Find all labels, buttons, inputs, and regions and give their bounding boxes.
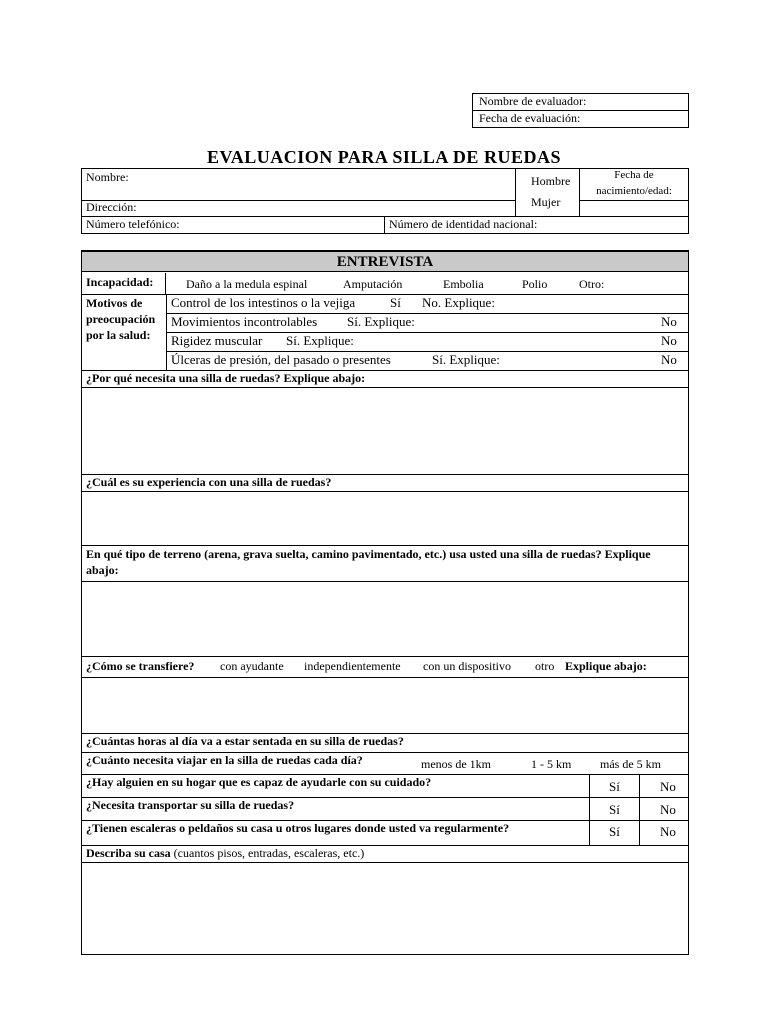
distance-option-under1[interactable]: menos de 1km: [421, 757, 491, 771]
health-label-line2: preocupación: [86, 312, 156, 326]
distance-option-1to5[interactable]: 1 - 5 km: [531, 757, 572, 771]
question-home-bold: Describa su casa: [86, 846, 171, 860]
transfer-option-helper[interactable]: con ayudante: [220, 659, 284, 673]
question-experience: ¿Cuál es su experiencia con una silla de ruedas?: [86, 475, 332, 489]
birth-field-divider: [579, 200, 689, 201]
health-row4-no[interactable]: No: [661, 352, 677, 367]
birth-label-line1: Fecha de: [614, 169, 654, 181]
birth-label-line2: nacimiento/edad:: [596, 185, 672, 197]
terrain-answer-area[interactable]: [82, 582, 688, 656]
disability-option-stroke[interactable]: Embolia: [443, 277, 484, 291]
health-row2-no[interactable]: No: [661, 314, 677, 329]
question-hours: ¿Cuántas horas al día va a estar sentada en su silla de ruedas?: [86, 734, 404, 748]
distance-option-over5[interactable]: más de 5 km: [600, 757, 661, 771]
name-address-divider: [81, 200, 515, 201]
health-row2-yes[interactable]: Sí. Explique:: [347, 314, 415, 329]
transfer-option-other[interactable]: otro: [535, 659, 555, 673]
transfer-answer-area[interactable]: [82, 678, 688, 733]
health-row4-yes[interactable]: Sí. Explique:: [432, 352, 500, 367]
health-label-line1: Motivos de: [86, 296, 143, 310]
transfer-explain-label: Explique abajo:: [565, 659, 647, 673]
health-row2-text: Movimientos incontrolables: [171, 314, 318, 329]
disability-option-amputation[interactable]: Amputación: [343, 277, 403, 291]
question-terrain-line2: abajo:: [86, 563, 119, 577]
phone-id-divider: [384, 216, 385, 234]
question-distance: ¿Cuánto necesita viajar en la silla de ruedas cada día?: [86, 753, 363, 767]
health-row1-text: Control de los intestinos o la vejiga: [171, 295, 356, 310]
experience-answer-area[interactable]: [82, 492, 688, 544]
health-row3-no[interactable]: No: [661, 333, 677, 348]
health-label-line3: por la salud:: [86, 328, 151, 342]
transfer-option-device[interactable]: con un dispositivo: [423, 659, 512, 673]
health-row1-yes[interactable]: Sí: [390, 295, 401, 310]
question-home: [86, 847, 364, 861]
disability-option-polio[interactable]: Polio: [522, 277, 548, 291]
name-label: Nombre:: [86, 170, 129, 184]
question-terrain-line1: En qué tipo de terreno (arena, grava suelta, camino pavimentado, etc.) usa usted una silla de ruedas? Explique: [86, 547, 651, 561]
transfer-option-independent[interactable]: independientemente: [304, 659, 401, 673]
male-option[interactable]: Hombre: [531, 174, 571, 188]
evaluation-date-label: Fecha de evaluación:: [479, 111, 581, 125]
disability-option-other[interactable]: Otro:: [579, 277, 605, 291]
female-option[interactable]: Mujer: [531, 195, 561, 209]
question-transfer: ¿Cómo se transfiere?: [86, 659, 195, 673]
disability-label: Incapacidad:: [86, 275, 154, 289]
caregiver-yes[interactable]: Sí: [609, 779, 620, 794]
caregiver-no[interactable]: No: [660, 779, 676, 794]
terrain-bottom: [81, 656, 689, 657]
stairs-no[interactable]: No: [660, 824, 676, 839]
page-title: EVALUACION PARA SILLA DE RUEDAS: [207, 147, 561, 167]
health-row3-text: Rigidez muscular: [171, 333, 263, 348]
yesno-divider-mid: [639, 774, 640, 845]
transport-no[interactable]: No: [660, 802, 676, 817]
question-caregiver: ¿Hay alguien en su hogar que es capaz de ayudarle con su cuidado?: [86, 775, 432, 789]
question-why: ¿Por qué necesita una silla de ruedas? Explique abajo:: [86, 371, 366, 385]
name-gender-divider: [515, 168, 516, 216]
phone-label: Número telefónico:: [86, 217, 180, 231]
experience-bottom: [81, 545, 689, 546]
health-row1-no-explain[interactable]: No. Explique:: [422, 295, 495, 310]
why-answer-area[interactable]: [82, 388, 688, 474]
question-stairs: ¿Tienen escaleras o peldaños su casa u otros lugares donde usted va regularmente?: [86, 821, 510, 835]
interview-header-label: ENTREVISTA: [336, 254, 434, 270]
health-row3-yes[interactable]: Sí. Explique:: [286, 333, 354, 348]
question-transport: ¿Necesita transportar su silla de ruedas?: [86, 798, 295, 812]
national-id-label: Número de identidad nacional:: [389, 217, 538, 231]
evaluator-name-label: Nombre de evaluador:: [479, 94, 587, 108]
address-label: Dirección:: [86, 200, 137, 214]
stairs-yes[interactable]: Sí: [609, 824, 620, 839]
question-home-detail: (cuantos pisos, entradas, escaleras, etc.): [170, 846, 365, 860]
disability-option-spinal[interactable]: Daño a la medula espinal: [186, 277, 308, 291]
yesno-divider-left: [589, 774, 590, 845]
disability-divider: [165, 273, 166, 294]
transport-yes[interactable]: Sí: [609, 802, 620, 817]
home-answer-area[interactable]: [82, 863, 688, 954]
health-row4-text: Úlceras de presión, del pasado o presentes: [171, 352, 391, 367]
